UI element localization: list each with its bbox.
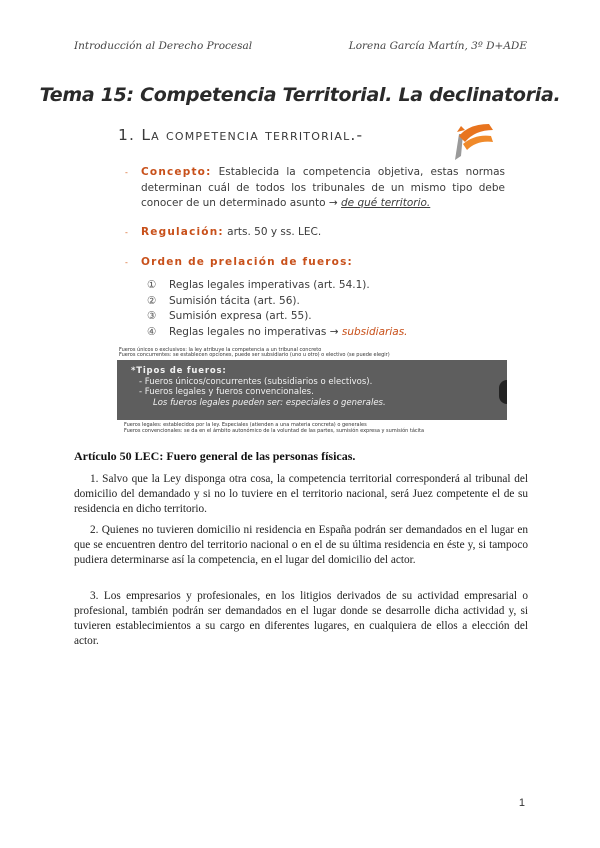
list-item: ② Sumisión tácita (art. 56).: [147, 294, 300, 307]
header-right: Lorena García Martín, 3º D+ADE: [348, 40, 527, 52]
slide-heading: 1. La competencia territorial.-: [118, 126, 364, 144]
concepto-label: Concepto:: [141, 166, 212, 178]
orange-arrow-icon: [449, 120, 497, 162]
note-fueros-legales: Fueros legales: establecidos por la ley. Especiales (atienden a una materia concreta) o generales: [124, 422, 367, 428]
tipos-label: *Tipos de fueros:: [131, 366, 227, 376]
regulacion-text: arts. 50 y ss. LEC.: [227, 226, 322, 238]
orden-label: Orden de prelación de fueros:: [141, 256, 353, 268]
tipos-item-2: - Fueros legales y fueros convencionales.: [139, 387, 314, 397]
header-left: Introducción al Derecho Procesal: [74, 40, 253, 52]
concepto-text: Establecida la competencia objetiva, estas normas determinan cuál de todos los tribunales de un mismo tipo debe conocer de un determinado asunto →: [141, 166, 506, 209]
bullet-regulacion: [125, 225, 505, 241]
note-fueros-concurrentes: Fueros concurrentes: se establecen opciones, puede ser subsidiario (uno u otro) o electivo (se puede elegir): [119, 352, 390, 358]
page-title: Tema 15: Competencia Territorial. La declinatoria.: [39, 84, 561, 106]
concepto-link: de qué territorio.: [341, 197, 431, 209]
bullet-orden: [125, 255, 505, 271]
bullet-marker: -: [125, 168, 128, 177]
paragraph-3: 3. Los empresarios y profesionales, en los litigios derivados de su actividad empresarial o profesional, también podrán ser demandados en el lugar donde se desarrolle dicha actividad y, si tuvieren establecimientos a su cargo en diferentes lugares, en cualquiera de ellos a elección del actor.: [74, 590, 528, 647]
tipos-fueros-box: [117, 360, 507, 420]
bullet-marker: -: [125, 258, 128, 267]
page-number: 1: [518, 797, 525, 809]
paragraph-1: 1. Salvo que la Ley disponga otra cosa, la competencia territorial corresponderá al tribunal del domicilio del demandado y si no lo tuviere en el territorio nacional, será Juez competente el de su residencia en dicho territorio.: [74, 473, 528, 515]
bullet-marker: -: [125, 228, 128, 237]
orden-list: [147, 278, 408, 340]
slide-image: [115, 120, 505, 342]
tipos-item-3: Los fueros legales pueden ser: especiales o generales.: [153, 397, 386, 408]
article-title: Artículo 50 LEC: Fuero general de las personas físicas.: [74, 449, 356, 463]
bullet-concepto: [125, 165, 505, 212]
note-fueros-unicos: Fueros únicos o exclusivos: la ley atribuye la competencia a un tribunal concreto: [119, 347, 322, 353]
list-item: ① Reglas legales imperativas (art. 54.1).: [147, 279, 370, 291]
regulacion-label: Regulación:: [141, 226, 224, 238]
list-item: ③ Sumisión expresa (art. 55).: [147, 310, 312, 322]
note-fueros-convencionales: Fueros convencionales: se da en el ámbito autonómico de la voluntad de las partes, sumisión expresa y sumisión tácita: [124, 428, 425, 434]
tipos-item-1: - Fueros únicos/concurrentes (subsidiarios o electivos).: [139, 376, 373, 387]
paragraph-2: 2. Quienes no tuvieren domicilio ni residencia en España podrán ser demandados en el lugar en que se encuentren dentro del territorio nacional o en el de su última residencia en éste y, si tampoco pudiera determinarse así la competencia, en el lugar del domicilio del actor.: [74, 524, 528, 566]
list-item: ④ Reglas legales no imperativas → subsidiarias.: [147, 325, 408, 338]
box-edge-decoration: [499, 380, 507, 404]
